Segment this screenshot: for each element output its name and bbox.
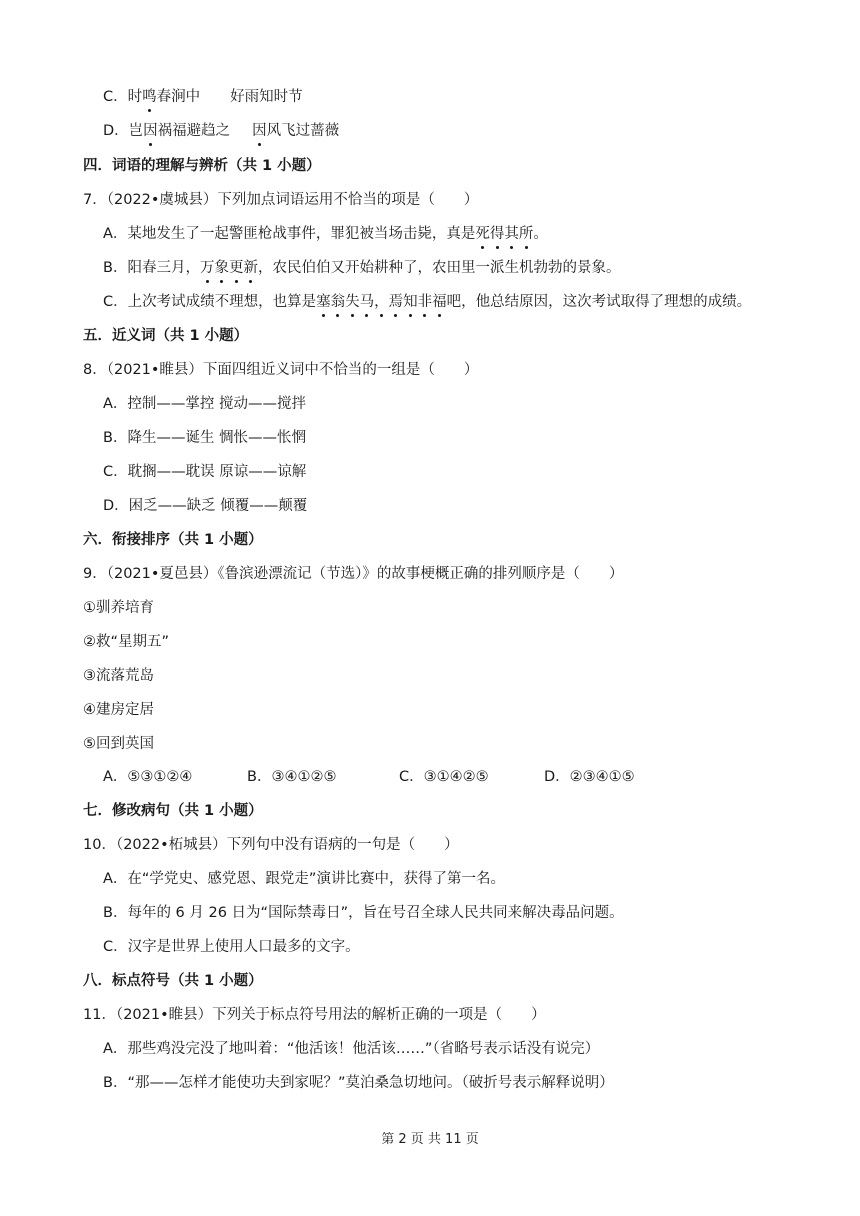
question-10-stem: 10．（2022•柘城县）下列句中没有语病的一句是（ ）: [83, 837, 459, 853]
emphasis-dot-char: 所: [518, 226, 534, 242]
emphasis-dot-char: 失: [345, 294, 360, 310]
q9-option-a: A．⑤③①②④: [103, 769, 193, 785]
q9-item-5: ⑤回到英国: [83, 736, 154, 752]
q7-option-a: A．某地发生了一起警匪枪战事件，罪犯被当场击毙，真是死得其所。: [103, 226, 548, 242]
emphasis-dot-char: 知: [403, 294, 418, 310]
q9-item-4: ④建房定居: [83, 702, 154, 718]
question-11-stem: 11．（2021•睢县）下列关于标点符号用法的解析正确的一项是（ ）: [83, 1007, 546, 1023]
q8-option-a: A．控制——掌控 搅动——搅拌: [103, 396, 307, 412]
section-heading-4: 四．词语的理解与辨析（共 1 小题）: [83, 158, 321, 174]
q9-option-b: B．③④①②⑤: [247, 769, 337, 785]
emphasis-dot-char: ，: [374, 294, 389, 310]
emphasis-dot-char: 万: [199, 260, 215, 276]
question-8-stem: 8．（2021•睢县）下面四组近义词中不恰当的一组是（ ）: [83, 362, 479, 378]
emphasis-dot-char: 塞: [316, 294, 331, 310]
q10-option-c: C．汉字是世界上使用人口最多的文字。: [103, 939, 360, 955]
q9-option-d: D．②③④①⑤: [544, 769, 635, 785]
page-number-footer: 第 2 页 共 11 页: [381, 1132, 479, 1147]
q9-item-3: ③流落荒岛: [83, 668, 154, 684]
q9-item-1: ①驯养培育: [83, 600, 154, 616]
emphasis-dot-char: 鸣: [142, 89, 157, 105]
emphasis-dot-char: 因: [252, 123, 267, 139]
section-heading-7: 七．修改病句（共 1 小题）: [83, 803, 263, 819]
emphasis-dot-char: 福: [432, 294, 447, 310]
q10-option-b: B．每年的 6 月 26 日为“国际禁毒日”，旨在号召全球人民共同来解决毒品问题。: [103, 905, 624, 921]
q11-option-b: B．“那——怎样才能使功夫到家呢？”莫泊桑急切地问。（破折号表示解释说明）: [103, 1075, 614, 1091]
q8-option-d: D．困乏——缺乏 倾覆——颠覆: [103, 498, 308, 514]
q9-item-2: ②救“星期五”: [83, 634, 170, 650]
q7-option-b: B．阳春三月，万象更新，农民伯伯又开始耕种了，农田里一派生机勃勃的景象。: [103, 260, 621, 276]
q10-option-a: A．在“学党史、感党恩、跟党走”演讲比赛中，获得了第一名。: [103, 871, 505, 887]
question-7-stem: 7．（2022•虞城县）下列加点词语运用不恰当的项是（ ）: [83, 192, 479, 208]
emphasis-dot-char: 象: [214, 260, 229, 276]
emphasis-dot-char: 得: [489, 226, 505, 242]
q9-option-c: C．③①④②⑤: [399, 769, 489, 785]
q8-option-c: C．耽搁——耽误 原谅——谅解: [103, 464, 307, 480]
emphasis-dot-char: 焉: [388, 294, 404, 310]
emphasis-dot-char: 死: [475, 226, 490, 242]
section-heading-8: 八．标点符号（共 1 小题）: [83, 973, 263, 989]
question-9-stem: 9．（2021•夏邑县）《鲁滨逊漂流记（节选）》的故事梗概正确的排列顺序是（ ）: [83, 566, 624, 582]
section-heading-6: 六．衔接排序（共 1 小题）: [83, 532, 263, 548]
q11-option-a: A．那些鸡没完没了地叫着：“他活该！他活该……”（省略号表示话没有说完）: [103, 1041, 600, 1057]
q6-option-c: C．时鸣春涧中 好雨知时节: [103, 89, 303, 105]
q8-option-b: B．降生——诞生 惆怅——怅惘: [103, 430, 307, 446]
q7-option-c: C．上次考试成绩不理想，也算是塞翁失马，焉知非福吧，他总结原因，这次考试取得了理想的成绩。: [103, 294, 752, 310]
emphasis-dot-char: 马: [359, 294, 375, 310]
emphasis-dot-char: 新: [243, 260, 258, 276]
emphasis-dot-char: 翁: [330, 294, 346, 310]
emphasis-dot-char: 非: [417, 294, 433, 310]
emphasis-dot-char: 因: [143, 123, 158, 139]
emphasis-dot-char: 更: [228, 260, 244, 276]
emphasis-dot-char: 其: [504, 226, 519, 242]
q6-option-d: D．岂因祸福避趋之 因风飞过蔷薇: [103, 123, 340, 139]
section-heading-5: 五．近义词（共 1 小题）: [83, 328, 249, 344]
